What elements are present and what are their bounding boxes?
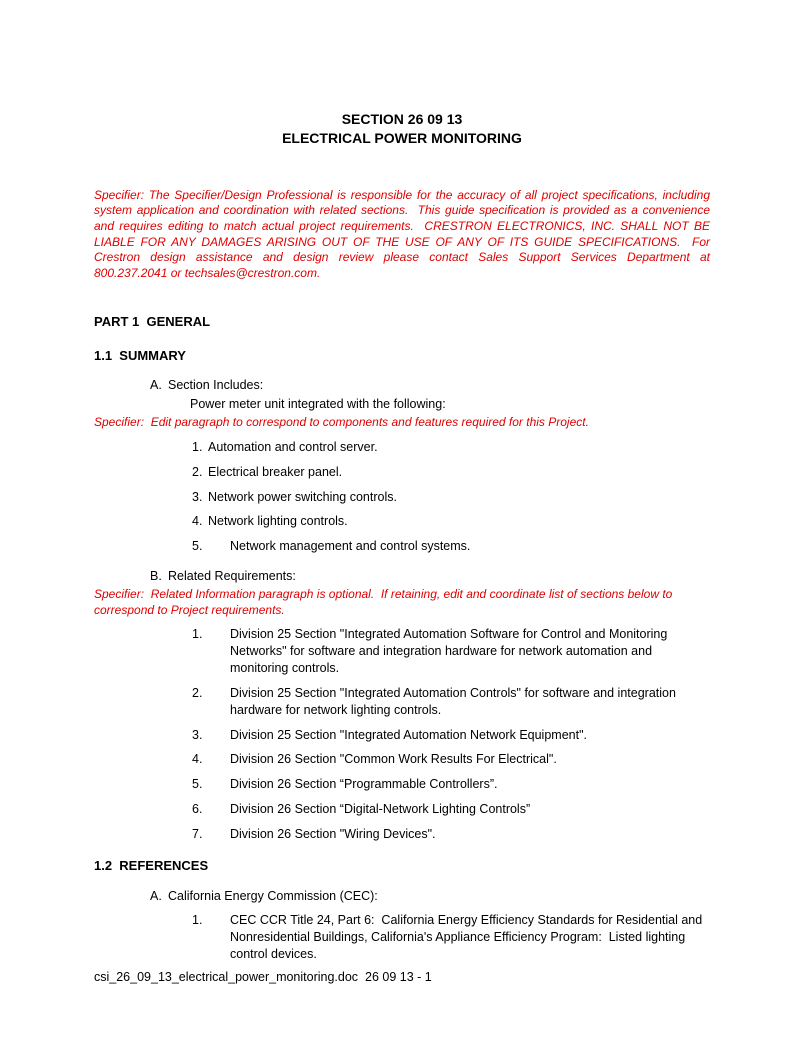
list-text: Network management and control systems. [230,539,471,554]
list-text: Division 25 Section "Integrated Automation Network Equipment". [230,727,587,742]
list-text: Division 26 Section “Programmable Controllers”. [230,777,498,792]
list-marker: A. [150,888,162,903]
specifier-note-summary: Specifier: Edit paragraph to correspond to components and features required for this Project. [94,415,589,430]
list-text: Division 26 Section "Wiring Devices". [230,827,436,842]
article-1-2-heading: 1.2 REFERENCES [94,857,209,873]
list-item [94,538,710,555]
list-text: CEC CCR Title 24, Part 6: California Energy Efficiency Standards for Residential and Nonresidential Buildings, California's Appliance Efficiency Program: Listed lighting control devices. [230,913,706,962]
section-name: ELECTRICAL POWER MONITORING [282,129,522,146]
list-item [94,439,710,456]
specifier-note-related: Specifier: Related Information paragraph is optional. If retaining, edit and coordinate list of sections below to correspond to Project requirements. [94,587,676,617]
list-item [94,826,710,843]
list-item [94,626,710,677]
list-marker: 2. [192,464,203,479]
paragraph-cec [94,888,710,905]
list-item [94,685,710,719]
list-item [94,727,710,744]
list-item [94,776,710,793]
list-item [94,912,710,963]
paragraph-related-requirements [94,568,710,585]
list-marker: 3. [192,727,203,742]
list-marker: 5. [192,539,203,554]
list-item [94,801,710,818]
list-text: Network lighting controls. [208,514,348,529]
part-1-heading: PART 1 GENERAL [94,314,211,330]
list-marker: 6. [192,802,203,817]
list-item [94,464,710,481]
list-text: Division 25 Section "Integrated Automation Software for Control and Monitoring Networks" for software and integration hardware for network automation and monitoring controls. [230,627,671,675]
list-text: Automation and control server. [208,439,378,454]
list-marker: 1. [192,627,203,642]
paragraph-section-includes [94,377,710,394]
list-item [94,489,710,506]
list-marker: 1. [192,913,203,928]
list-marker: 5. [192,777,203,792]
list-item [94,751,710,768]
section-number: SECTION 26 09 13 [341,111,463,127]
list-marker: B. [150,569,162,584]
list-marker: 3. [192,489,203,504]
list-text: California Energy Commission (CEC): [168,888,378,903]
list-item [94,513,710,530]
article-1-1-heading: 1.1 SUMMARY [94,347,186,363]
list-marker: 7. [192,827,203,842]
list-marker: A. [150,378,162,393]
list-marker: 4. [192,752,203,767]
list-text: Network power switching controls. [208,489,397,504]
page-footer: csi_26_09_13_electrical_power_monitoring.doc 26 09 13 - 1 [94,970,432,984]
list-text: Related Requirements: [168,569,296,584]
section-title [94,110,710,148]
list-text: Section Includes: [168,378,264,393]
list-marker: 1. [192,439,203,454]
list-text: Electrical breaker panel. [208,464,343,479]
specifier-note-intro: Specifier: The Specifier/Design Professional is responsible for the accuracy of all project specifications, including system application and coordination with related sections. This guide specification is provided as a convenience and requires editing to match actual project requirements. CRESTRON ELECTRONICS, INC. SHALL NOT BE LIABLE FOR ANY DAMAGES ARISING OUT OF THE USE OF ANY OF ITS GUIDE SPECIFICATIONS. For Crestron design assistance and design review please contact Sales Support Services Department at 800.237.2041 or techsales@crestron.com. [94,187,721,280]
list-marker: 2. [192,685,203,700]
list-text: Division 25 Section "Integrated Automation Controls" for software and integration hardware for network lighting controls. [230,685,680,717]
list-marker: 4. [192,514,203,529]
list-text: Division 26 Section "Common Work Results For Electrical". [230,752,557,767]
list-text: Division 26 Section “Digital-Network Lighting Controls” [230,802,531,817]
paragraph-power-meter-intro: Power meter unit integrated with the following: [190,397,446,412]
